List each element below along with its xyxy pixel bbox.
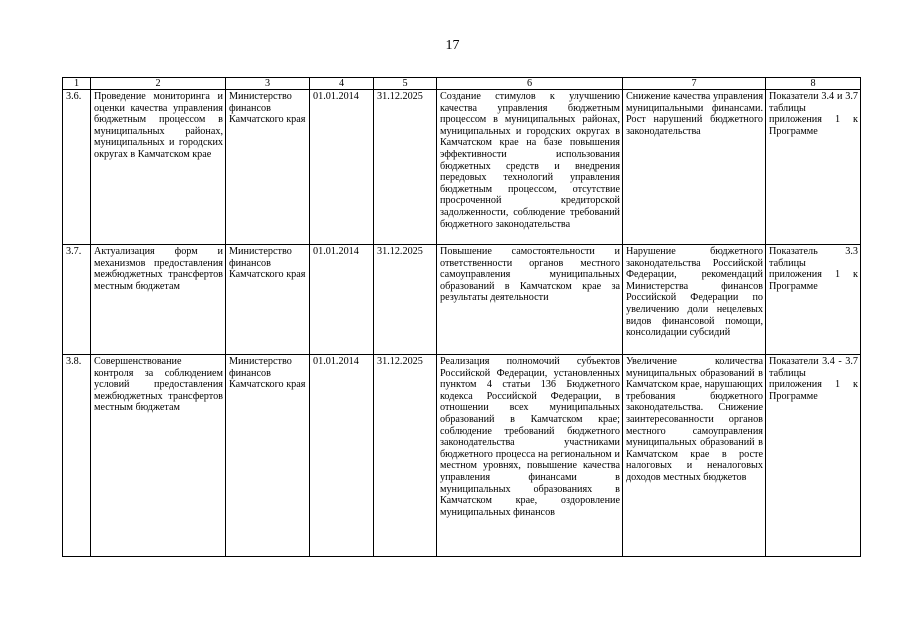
start-date-cell: 01.01.2014 xyxy=(310,245,374,355)
header-cell: 5 xyxy=(374,78,437,90)
expected-result-cell: Создание стимулов к улучшению качества управления бюджетным процессом в муниципальных районах, муниципальных и городских округах в Камчатском крае на базе повышения эффективности использования бюджетных средств и внедрения передовых технологий управления бюджетным процессом, отсутствие просроченной кредиторской задолженности, соблюдение требований бюджетного законодательства xyxy=(437,90,623,245)
table-row xyxy=(63,355,861,557)
expected-result-cell: Повышение самостоятельности и ответственности органов местного самоуправления муниципальных образований в Камчатском крае за результаты деятельности xyxy=(437,245,623,355)
expected-result-cell: Реализация полномочий субъектов Российской Федерации, установленных пунктом 4 статьи 136 Бюджетного кодекса Российской Федерации, в отношении всех муниципальных образований в Камчатском крае; соблюдение требований бюджетного законодательства участниками бюджетного процесса на региональном и местном уровнях, повышение качества управления финансами в муниципальных образованиях в Камчатском крае, оздоровление муниципальных финансов xyxy=(437,355,623,557)
indicators-cell: Показатели 3.4 - 3.7 таблицы приложения 1 к Программе xyxy=(766,355,861,557)
row-number: 3.6. xyxy=(63,90,91,245)
measure-cell: Актуализация форм и механизмов предоставления межбюджетных трансфертов местным бюджетам xyxy=(91,245,226,355)
header-cell: 6 xyxy=(437,78,623,90)
consequences-cell: Нарушение бюджетного законодательства Российской Федерации, рекомендаций Министерства финансов Российской Федерации по увеличению доли нецелевых видов финансовой помощи, консолидации субсидий xyxy=(623,245,766,355)
end-date-cell: 31.12.2025 xyxy=(374,355,437,557)
indicators-cell: Показатели 3.4 и 3.7 таблицы приложения 1 к Программе xyxy=(766,90,861,245)
table-header-row xyxy=(63,78,861,90)
end-date-cell: 31.12.2025 xyxy=(374,245,437,355)
measure-cell: Проведение мониторинга и оценки качества управления бюджетным процессом в муниципальных районах, муниципальных и городских округах в Камчатском крае xyxy=(91,90,226,245)
executor-cell: Министерство финансов Камчатского края xyxy=(226,355,310,557)
start-date-cell: 01.01.2014 xyxy=(310,355,374,557)
row-number: 3.7. xyxy=(63,245,91,355)
consequences-cell: Снижение качества управления муниципальными финансами. Рост нарушений бюджетного законодательства xyxy=(623,90,766,245)
end-date-cell: 31.12.2025 xyxy=(374,90,437,245)
row-number: 3.8. xyxy=(63,355,91,557)
measure-cell: Совершенствование контроля за соблюдением условий предоставления межбюджетных трансфертов местным бюджетам xyxy=(91,355,226,557)
header-cell: 1 xyxy=(63,78,91,90)
executor-cell: Министерство финансов Камчатского края xyxy=(226,245,310,355)
header-cell: 3 xyxy=(226,78,310,90)
page-number: 17 xyxy=(445,38,460,53)
header-cell: 8 xyxy=(766,78,861,90)
consequences-cell: Увеличение количества муниципальных образований в Камчатском крае, нарушающих требования бюджетного законодательства. Снижение заинтересованности органов местного самоуправления муниципальных образований в Камчатском крае в росте налоговых и неналоговых доходов местных бюджетов xyxy=(623,355,766,557)
header-cell: 7 xyxy=(623,78,766,90)
header-cell: 4 xyxy=(310,78,374,90)
table-row xyxy=(63,245,861,355)
indicators-cell: Показатель 3.3 таблицы приложения 1 к Программе xyxy=(766,245,861,355)
table-row xyxy=(63,90,861,245)
measures-table xyxy=(62,77,861,557)
header-cell: 2 xyxy=(91,78,226,90)
executor-cell: Министерство финансов Камчатского края xyxy=(226,90,310,245)
start-date-cell: 01.01.2014 xyxy=(310,90,374,245)
